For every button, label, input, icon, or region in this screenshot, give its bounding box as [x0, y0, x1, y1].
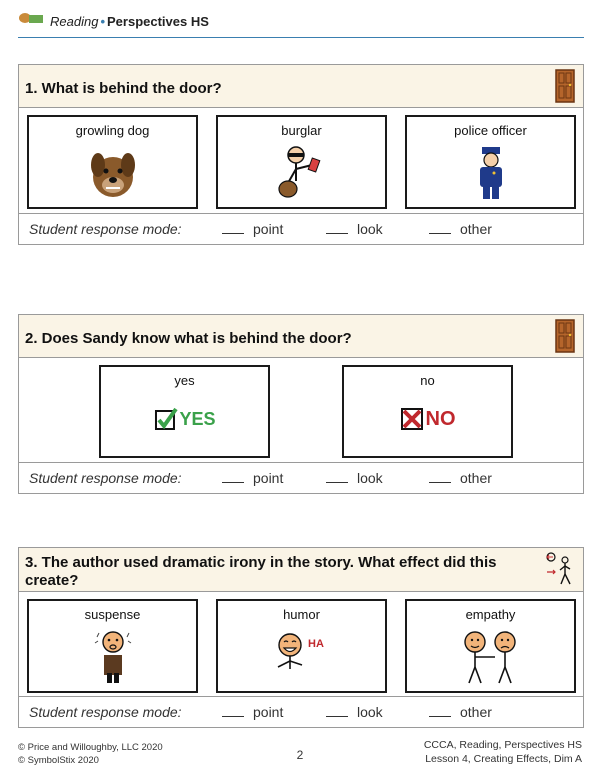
answer-label: police officer: [454, 123, 527, 138]
response-option-look[interactable]: look: [326, 221, 383, 237]
question-header: [19, 315, 583, 358]
no-symbol-text: NO: [425, 407, 456, 430]
footer-course-info: CCCA, Reading, Perspectives HS Lesson 4, Creating Effects, Dim A: [423, 739, 582, 765]
answer-label: empathy: [465, 607, 516, 622]
answer-card-humor[interactable]: [216, 599, 387, 693]
response-mode-label: Student response mode:: [29, 704, 182, 720]
yes-symbol-text: YES: [179, 408, 216, 429]
page-header: [18, 8, 584, 38]
walking-person-icon: [545, 552, 575, 588]
response-option-other[interactable]: other: [429, 470, 492, 486]
dog-icon: [86, 147, 140, 199]
header-subject: Reading: [50, 14, 99, 29]
question-header: [19, 548, 583, 592]
burglar-icon: [274, 145, 330, 201]
answer-label: humor: [283, 607, 320, 622]
response-option-point[interactable]: point: [222, 221, 283, 237]
response-option-look[interactable]: look: [326, 470, 383, 486]
logo-icon: [18, 12, 44, 26]
door-icon: [555, 69, 575, 103]
question-header: [19, 65, 583, 108]
response-option-other[interactable]: other: [429, 221, 492, 237]
check-icon: [153, 407, 177, 431]
response-option-look[interactable]: look: [326, 704, 383, 720]
answer-label: growling dog: [75, 123, 150, 138]
response-option-point[interactable]: point: [222, 470, 283, 486]
answer-card-yes[interactable]: [99, 365, 270, 458]
answer-card-growling-dog[interactable]: [27, 115, 198, 209]
question-2: [18, 314, 584, 494]
response-mode-row: [19, 213, 583, 244]
header-course: Perspectives HS: [107, 14, 209, 29]
laughing-person-icon: [270, 629, 334, 685]
answer-label: suspense: [84, 607, 141, 622]
question-text: 3. The author used dramatic irony in the story. What effect did this create?: [25, 554, 497, 589]
answer-card-empathy[interactable]: [405, 599, 576, 693]
nervous-person-icon: [91, 629, 135, 685]
response-mode-row: [19, 462, 583, 493]
page-number: 2: [296, 748, 304, 762]
response-option-other[interactable]: other: [429, 704, 492, 720]
answer-card-suspense[interactable]: [27, 599, 198, 693]
footer-copyright: © Price and Willoughby, LLC 2020 © SymbolStix 2020: [18, 742, 163, 766]
response-option-point[interactable]: point: [222, 704, 283, 720]
question-text: 2. Does Sandy know what is behind the door?: [25, 330, 352, 347]
police-officer-icon: [474, 145, 508, 201]
answer-card-police-officer[interactable]: [405, 115, 576, 209]
answer-label: yes: [174, 373, 195, 388]
answer-card-burglar[interactable]: [216, 115, 387, 209]
x-icon: [400, 407, 424, 431]
response-mode-label: Student response mode:: [29, 470, 182, 486]
answer-label: no: [420, 373, 435, 388]
header-title: Reading • Perspectives HS: [50, 14, 209, 29]
answer-card-no[interactable]: [342, 365, 513, 458]
question-3: [18, 547, 584, 728]
question-1: [18, 64, 584, 245]
response-mode-row: [19, 696, 583, 727]
answer-label: burglar: [281, 123, 322, 138]
ha-symbol-text: HA: [307, 638, 324, 650]
response-mode-label: Student response mode:: [29, 221, 182, 237]
comforting-people-icon: [459, 629, 523, 685]
door-icon: [555, 319, 575, 353]
question-text: 1. What is behind the door?: [25, 80, 222, 97]
